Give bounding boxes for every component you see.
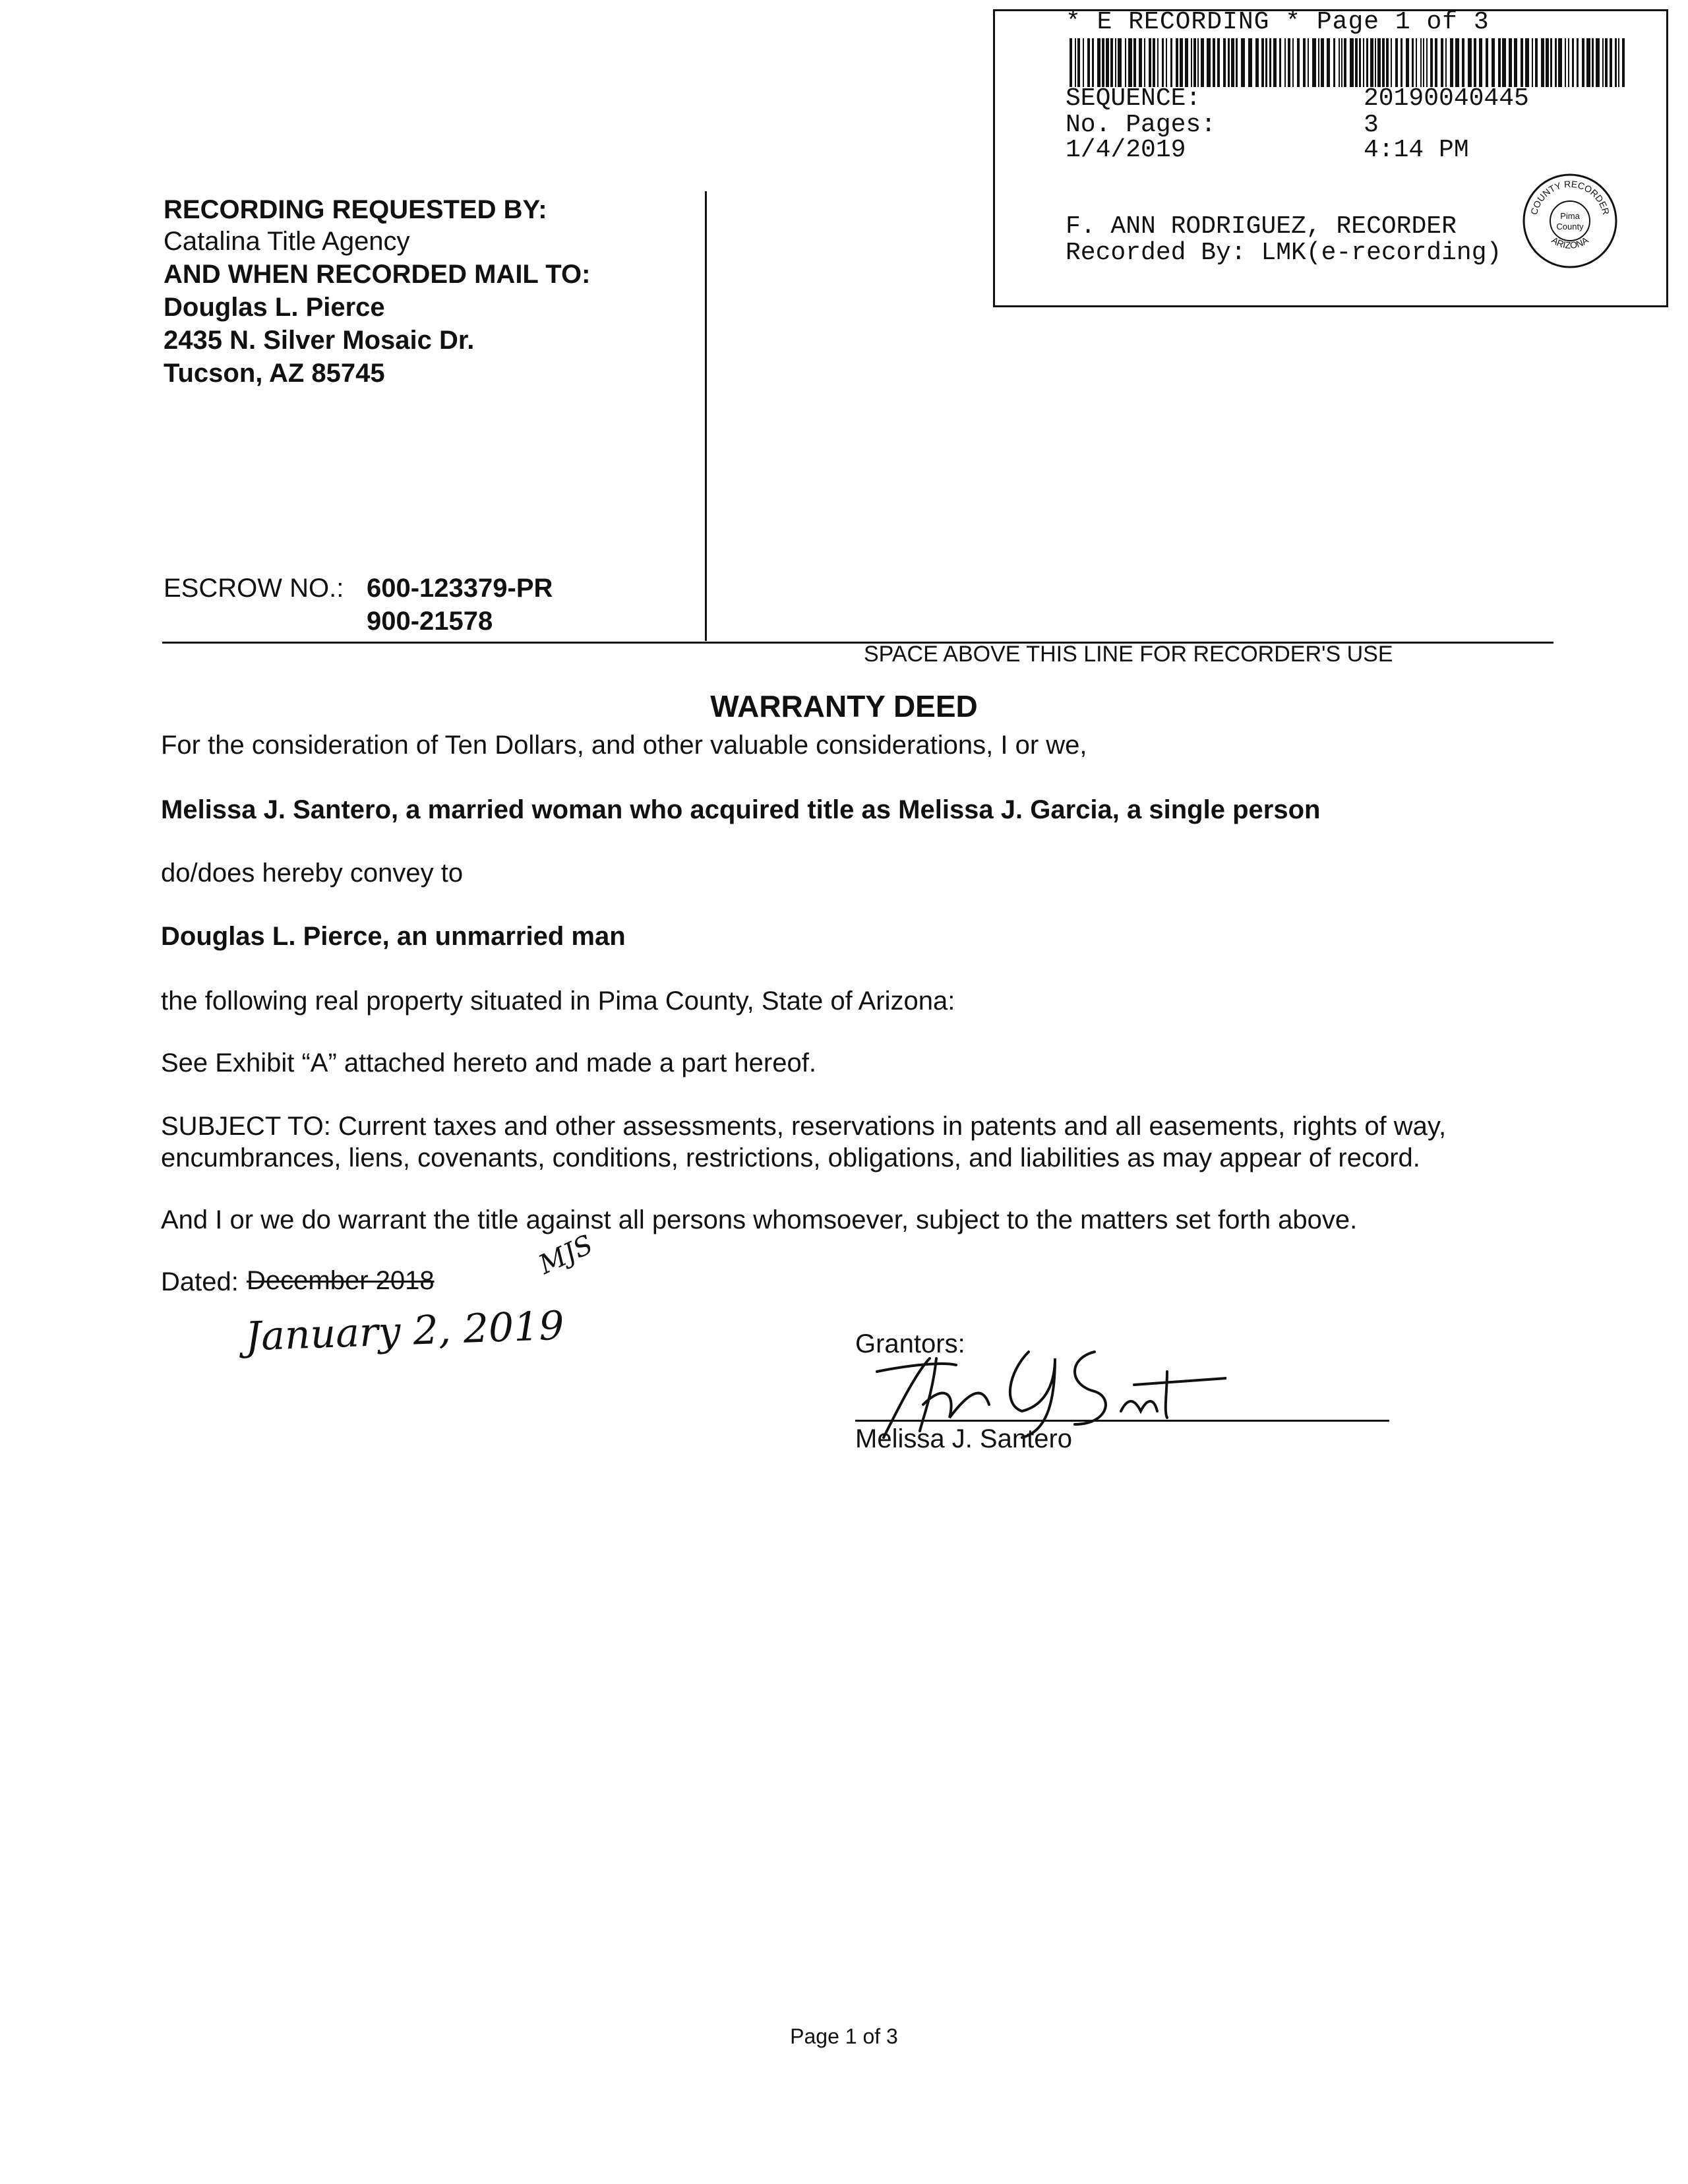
barcode-bar: [1555, 38, 1557, 87]
barcode-bar: [1596, 38, 1600, 87]
header-divider-vertical: [705, 191, 707, 641]
barcode-bar: [1610, 38, 1612, 87]
barcode-bar: [1092, 38, 1094, 87]
barcode-bar: [1128, 38, 1132, 87]
barcode-bar: [1228, 38, 1230, 87]
barcode-bar: [1139, 38, 1142, 87]
dated-initials: MJS: [534, 1229, 598, 1281]
barcode-bar: [1248, 38, 1252, 87]
barcode-bar: [1341, 38, 1342, 87]
barcode-bar: [1525, 38, 1529, 87]
barcode-bar: [1386, 38, 1389, 87]
requested-by: Catalina Title Agency: [164, 227, 410, 256]
escrow-label: ESCROW NO.:: [164, 574, 344, 603]
pages-label: No. Pages:: [1066, 111, 1217, 139]
barcode-bar: [1602, 38, 1604, 87]
barcode-bar: [1514, 38, 1517, 87]
warrant-text: And I or we do warrant the title against all persons whomsoever, subject to the matters set forth above.: [161, 1205, 1358, 1234]
recorder-name: F. ANN RODRIGUEZ, RECORDER: [1066, 212, 1457, 241]
barcode-bar: [1110, 38, 1113, 87]
barcode-bar: [1546, 38, 1549, 87]
dated-struck-text: December 2018: [247, 1266, 435, 1295]
barcode-bar: [1615, 38, 1617, 87]
barcode-bar: [1521, 38, 1523, 87]
escrow-number-1: 600-123379-PR: [367, 574, 553, 603]
grantor-text: Melissa J. Santero, a married woman who acquired title as Melissa J. Garcia, a single person: [161, 795, 1321, 824]
barcode-bar: [1297, 38, 1300, 87]
seal-center-text-2: County: [1556, 222, 1584, 231]
barcode-bar: [1366, 38, 1368, 87]
barcode-bar: [1412, 38, 1414, 87]
barcode-bar: [1193, 38, 1196, 87]
barcode-bar: [1359, 38, 1361, 87]
barcode-bar: [1474, 38, 1476, 87]
barcode-bar: [1292, 38, 1294, 87]
barcode-bar: [1532, 38, 1533, 87]
barcode-bar: [1377, 38, 1381, 87]
barcode-bar: [1486, 38, 1488, 87]
barcode-bar: [1582, 38, 1584, 87]
barcode-bar: [1401, 38, 1402, 87]
barcode-bar: [1217, 38, 1220, 87]
barcode-bar: [1308, 38, 1309, 87]
dated-label: Dated:: [161, 1267, 239, 1296]
barcode-bar: [1265, 38, 1267, 87]
barcode-bar: [1153, 38, 1155, 87]
barcode-bar: [1170, 38, 1172, 87]
barcode-bar: [1255, 38, 1259, 87]
barcode-bar: [1416, 38, 1417, 87]
barcode-bar: [1565, 38, 1566, 87]
barcode-bar: [1261, 38, 1264, 87]
barcode-bar: [1162, 38, 1164, 87]
barcode-bar: [1327, 38, 1330, 87]
barcode-bar: [1441, 38, 1443, 87]
barcode: [1070, 38, 1626, 87]
barcode-bar: [1435, 38, 1437, 87]
barcode-bar: [1213, 38, 1215, 87]
barcode-bar: [1509, 38, 1512, 87]
barcode-bar: [1498, 38, 1501, 87]
barcode-bar: [1303, 38, 1306, 87]
barcode-bar: [1191, 38, 1192, 87]
sequence-label: SEQUENCE:: [1066, 84, 1201, 113]
mail-city: Tucson, AZ 85745: [164, 359, 385, 388]
barcode-bar: [1382, 38, 1385, 87]
record-date: 1/4/2019: [1066, 136, 1186, 164]
barcode-bar: [1318, 38, 1319, 87]
barcode-bar: [1370, 38, 1373, 87]
barcode-bar: [1207, 38, 1211, 87]
seal-bottom-text: ARIZONA: [1550, 234, 1590, 251]
barcode-bar: [1420, 38, 1422, 87]
barcode-bar: [1201, 38, 1204, 87]
barcode-bar: [1176, 38, 1178, 87]
barcode-bar: [1426, 38, 1428, 87]
subject-to-line-1: SUBJECT TO: Current taxes and other assessments, reservations in patents and all easements, rights of way,: [161, 1112, 1447, 1141]
pages-value: 3: [1364, 111, 1379, 139]
recorded-by: Recorded By: LMK(e-recording): [1066, 239, 1502, 267]
page-footer: Page 1 of 3: [790, 2024, 898, 2048]
barcode-bar: [1502, 38, 1506, 87]
barcode-bar: [1077, 38, 1080, 87]
barcode-bar: [1622, 38, 1625, 87]
barcode-bar: [1391, 38, 1392, 87]
property-text: the following real property situated in Pima County, State of Arizona:: [161, 986, 955, 1016]
recorder-use-note: SPACE ABOVE THIS LINE FOR RECORDER'S USE: [864, 642, 1393, 667]
barcode-bar: [1180, 38, 1183, 87]
barcode-bar: [1197, 38, 1199, 87]
barcode-bar: [1541, 38, 1544, 87]
stamp-header: * E RECORDING * Page 1 of 3: [1066, 8, 1490, 36]
barcode-bar: [1344, 38, 1346, 87]
barcode-bar: [1339, 38, 1340, 87]
consideration-text: For the consideration of Ten Dollars, and other valuable considerations, I or we,: [161, 731, 1087, 760]
barcode-bar: [1144, 38, 1145, 87]
barcode-bar: [1535, 38, 1538, 87]
barcode-bar: [1375, 38, 1376, 87]
barcode-bar: [1157, 38, 1159, 87]
mail-name: Douglas L. Pierce: [164, 293, 385, 322]
signature-line: [855, 1420, 1389, 1422]
grantors-label: Grantors:: [855, 1329, 965, 1358]
barcode-bar: [1568, 38, 1569, 87]
barcode-bar: [1550, 38, 1552, 87]
barcode-bar: [1605, 38, 1608, 87]
barcode-bar: [1284, 38, 1286, 87]
barcode-bar: [1149, 38, 1151, 87]
barcode-bar: [1236, 38, 1238, 87]
grantor-signature-name: Melissa J. Santero: [855, 1424, 1073, 1453]
barcode-bar: [1166, 38, 1167, 87]
barcode-bar: [1321, 38, 1324, 87]
barcode-bar: [1118, 38, 1122, 87]
barcode-bar: [1492, 38, 1495, 87]
seal-center-text-1: Pima: [1560, 211, 1580, 221]
barcode-bar: [1106, 38, 1109, 87]
barcode-bar: [1423, 38, 1424, 87]
convey-text: do/does hereby convey to: [161, 859, 464, 888]
barcode-bar: [1468, 38, 1472, 87]
barcode-bar: [1618, 38, 1619, 87]
deed-title: WARRANTY DEED: [710, 689, 978, 723]
barcode-bar: [1430, 38, 1433, 87]
barcode-bar: [1312, 38, 1316, 87]
barcode-bar: [1273, 38, 1277, 87]
barcode-bar: [1333, 38, 1335, 87]
barcode-bar: [1572, 38, 1574, 87]
barcode-bar: [1231, 38, 1234, 87]
barcode-bar: [1395, 38, 1398, 87]
barcode-bar: [1241, 38, 1245, 87]
barcode-bar: [1363, 38, 1364, 87]
dated-handwritten: January 2, 2019: [244, 1302, 565, 1360]
barcode-bar: [1133, 38, 1136, 87]
record-time: 4:14 PM: [1364, 136, 1469, 164]
barcode-bar: [1406, 38, 1409, 87]
barcode-bar: [1355, 38, 1358, 87]
barcode-bar: [1577, 38, 1579, 87]
barcode-bar: [1125, 38, 1126, 87]
grantee-text: Douglas L. Pierce, an unmarried man: [161, 922, 626, 951]
barcode-bar: [1269, 38, 1271, 87]
barcode-bar: [1075, 38, 1076, 87]
seal-top-text: COUNTY RECORDER: [1528, 178, 1612, 216]
subject-to-line-2: encumbrances, liens, covenants, conditions, restrictions, obligations, and liabilities as may appear of record.: [161, 1143, 1420, 1172]
county-seal-icon: [1522, 173, 1618, 269]
exhibit-text: See Exhibit “A” attached hereto and made a part hereof.: [161, 1048, 816, 1077]
requested-by-label: RECORDING REQUESTED BY:: [164, 195, 547, 224]
barcode-bar: [1586, 38, 1590, 87]
barcode-bar: [1462, 38, 1464, 87]
svg-text:ARIZONA: [1550, 234, 1590, 251]
barcode-bar: [1185, 38, 1188, 87]
mail-to-label: AND WHEN RECORDED MAIL TO:: [164, 260, 591, 289]
escrow-number-2: 900-21578: [367, 607, 493, 636]
barcode-bar: [1083, 38, 1084, 87]
barcode-bar: [1455, 38, 1459, 87]
mail-street: 2435 N. Silver Mosaic Dr.: [164, 326, 475, 355]
barcode-bar: [1592, 38, 1594, 87]
barcode-bar: [1450, 38, 1453, 87]
sequence-value: 20190040445: [1364, 84, 1529, 113]
barcode-bar: [1558, 38, 1562, 87]
barcode-bar: [1445, 38, 1447, 87]
barcode-bar: [1223, 38, 1226, 87]
barcode-bar: [1115, 38, 1116, 87]
barcode-bar: [1097, 38, 1100, 87]
barcode-bar: [1288, 38, 1290, 87]
barcode-bar: [1479, 38, 1482, 87]
barcode-bar: [1279, 38, 1281, 87]
barcode-bar: [1087, 38, 1090, 87]
barcode-bar: [1102, 38, 1104, 87]
barcode-bar: [1350, 38, 1354, 87]
barcode-bar: [1070, 38, 1072, 87]
